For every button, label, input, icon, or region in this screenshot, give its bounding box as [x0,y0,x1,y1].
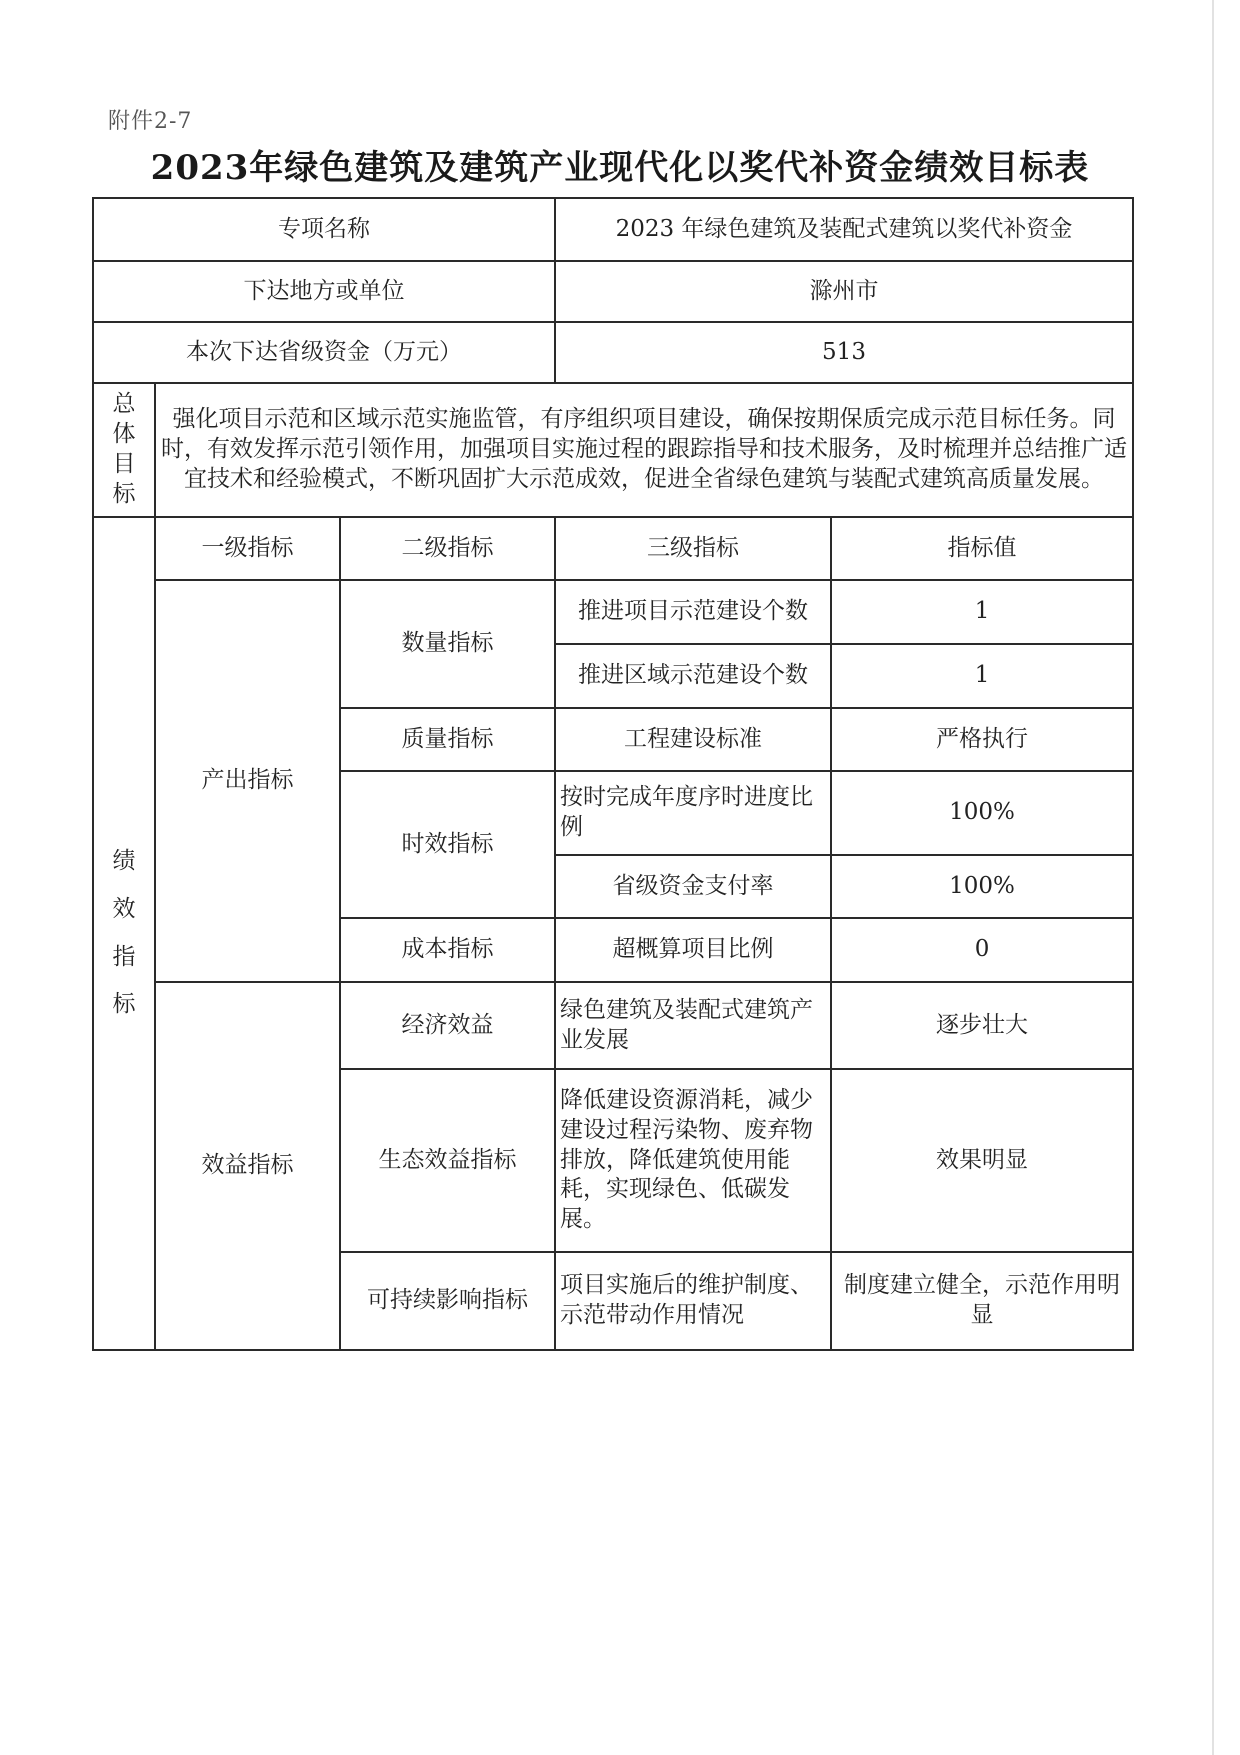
quality-indicator-label: 质量指标 [340,708,555,771]
document-title: 2023年绿色建筑及建筑产业现代化以奖代补资金绩效目标表 [150,148,1090,188]
page-edge-line [1212,0,1214,1755]
indicator-value: 严格执行 [831,708,1133,771]
header-level2: 二级指标 [340,517,555,580]
table-row [93,580,1133,644]
indicator-name: 推进区域示范建设个数 [555,644,831,708]
table-row [93,198,1133,261]
indicator-name: 省级资金支付率 [555,855,831,918]
indicator-name: 项目实施后的维护制度、示范带动作用情况 [555,1252,831,1350]
header-value: 指标值 [831,517,1133,580]
header-level3: 三级指标 [555,517,831,580]
header-row [93,517,1133,580]
indicator-value: 1 [831,580,1133,644]
funds-label: 本次下达省级资金（万元） [93,322,555,383]
benefit-indicator-label: 效益指标 [155,982,340,1350]
performance-target-table [92,197,1134,1351]
indicator-value: 100% [831,855,1133,918]
indicator-name: 超概算项目比例 [555,918,831,982]
project-name-value: 2023 年绿色建筑及装配式建筑以奖代补资金 [555,198,1133,261]
indicator-name: 绿色建筑及装配式建筑产业发展 [555,982,831,1069]
indicator-value: 效果明显 [831,1069,1133,1252]
indicator-value: 逐步壮大 [831,982,1133,1069]
indicator-value: 0 [831,918,1133,982]
indicator-value: 100% [831,771,1133,855]
sustainable-impact-label: 可持续影响指标 [340,1252,555,1350]
economic-benefit-label: 经济效益 [340,982,555,1069]
recipient-value: 滁州市 [555,261,1133,322]
output-indicator-label: 产出指标 [155,580,340,982]
table-row [93,261,1133,322]
indicator-value: 1 [831,644,1133,708]
indicator-name: 降低建设资源消耗，减少建设过程污染物、废弃物排放，降低建筑使用能耗，实现绿色、低碳发展。 [555,1069,831,1252]
funds-value: 513 [555,322,1133,383]
table-row [93,322,1133,383]
ecological-benefit-label: 生态效益指标 [340,1069,555,1252]
timeliness-indicator-label: 时效指标 [340,771,555,918]
performance-indicators-label: 绩 效 指 标 [93,517,155,1350]
recipient-label: 下达地方或单位 [93,261,555,322]
cost-indicator-label: 成本指标 [340,918,555,982]
project-name-label: 专项名称 [93,198,555,261]
attachment-label: 附件2-7 [108,109,193,134]
indicator-value: 制度建立健全，示范作用明显 [831,1252,1133,1350]
quantity-indicator-label: 数量指标 [340,580,555,708]
indicator-name: 工程建设标准 [555,708,831,771]
indicator-name: 按时完成年度序时进度比例 [555,771,831,855]
overall-goal-label: 总 体 目 标 [93,383,155,517]
overall-goal-text: 强化项目示范和区域示范实施监管，有序组织项目建设，确保按期保质完成示范目标任务。同时，有效发挥示范引领作用，加强项目实施过程的跟踪指导和技术服务，及时梳理并总结推广适宜技术和经验模式，不断巩固扩大示范成效，促进全省绿色建筑与装配式建筑高质量发展。 [155,383,1133,517]
header-level1: 一级指标 [155,517,340,580]
indicator-name: 推进项目示范建设个数 [555,580,831,644]
table-row [93,982,1133,1069]
table-row [93,383,1133,517]
